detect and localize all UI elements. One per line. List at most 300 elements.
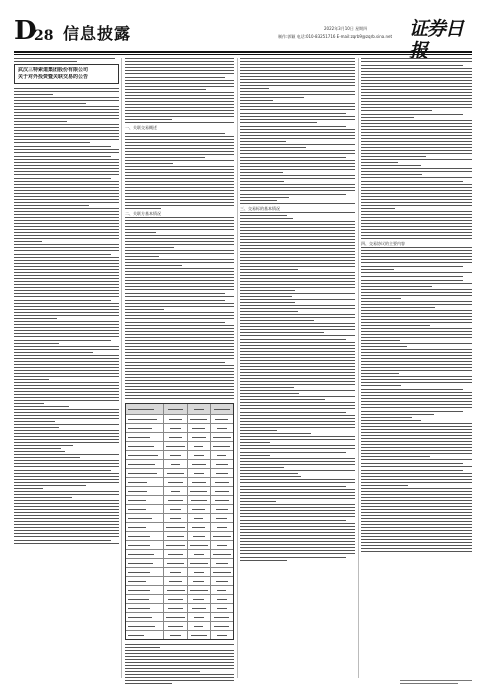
text-line: [240, 348, 355, 349]
text-line: [125, 83, 234, 84]
text-line: [361, 398, 472, 399]
table-cell: [188, 415, 211, 423]
text-line: [240, 482, 355, 483]
text-line: [14, 199, 119, 200]
text-line: [14, 235, 119, 236]
text-line: [14, 238, 119, 239]
text-line: [361, 165, 421, 166]
text-line: [240, 254, 355, 255]
text-line: [125, 190, 234, 191]
text-line: [361, 343, 472, 344]
text-line: [361, 479, 472, 480]
text-line: [240, 287, 355, 288]
text-line: [240, 399, 325, 400]
text-line: [240, 535, 355, 536]
text-line: [361, 92, 472, 93]
text-line: [14, 315, 119, 316]
text-line: [240, 175, 355, 176]
text-line: [361, 253, 472, 254]
table-cell: [164, 622, 187, 630]
text-line: [240, 415, 355, 416]
table-row: [126, 424, 233, 433]
text-line: [125, 193, 234, 194]
text-line: [361, 138, 472, 139]
text-line: [240, 113, 346, 114]
text-line: [240, 332, 324, 333]
text-line: [14, 352, 93, 353]
text-line: [14, 330, 119, 331]
text-line: [240, 436, 355, 437]
text-line: [361, 289, 472, 290]
text-line: [240, 129, 355, 130]
text-line: [14, 290, 119, 291]
text-line: [240, 430, 277, 431]
text-line: [361, 184, 472, 185]
text-line: [14, 382, 119, 383]
text-line: [14, 394, 119, 395]
text-line: [125, 677, 234, 678]
text-line: [125, 325, 234, 326]
text-line: [240, 197, 289, 198]
text-line: [240, 342, 355, 343]
table-cell: [164, 460, 187, 468]
text-line: [125, 256, 159, 257]
text-line: [361, 325, 430, 326]
text-line: [361, 500, 472, 501]
text-line: [361, 429, 472, 430]
text-line: [14, 403, 44, 404]
text-line: [125, 262, 234, 263]
table-cell: [211, 604, 233, 612]
text-line: [240, 135, 355, 136]
text-line: [361, 417, 412, 418]
text-line: [14, 460, 119, 461]
text-line: [240, 160, 355, 161]
text-line: [125, 73, 234, 74]
text-line: [240, 215, 287, 216]
text-line: [14, 473, 119, 474]
text-line: [361, 71, 472, 72]
table-cell: [126, 550, 164, 558]
text-line: [14, 229, 119, 230]
text-line: [240, 375, 355, 376]
text-line: [240, 245, 355, 246]
text-line: [361, 407, 472, 408]
text-line: [240, 79, 355, 80]
text-line: [125, 187, 234, 188]
text-line: [240, 230, 355, 231]
table-cell: [211, 404, 233, 414]
text-line: [240, 547, 355, 548]
text-line: [14, 287, 119, 288]
text-line: [240, 184, 355, 185]
text-line: [240, 448, 355, 449]
text-line: [361, 129, 472, 130]
text-line: [125, 238, 234, 239]
text-line: [361, 174, 422, 175]
text-line: [240, 495, 355, 496]
text-line: [240, 122, 317, 123]
table-cell: [126, 478, 164, 486]
text-line: [240, 458, 355, 459]
table-cell: [188, 442, 211, 450]
page-footer: [400, 680, 472, 686]
text-line: [240, 311, 298, 312]
text-line: [14, 284, 119, 285]
text-line: [240, 351, 355, 352]
text-line: [14, 232, 119, 233]
text-line: [125, 644, 234, 645]
text-line: [14, 127, 119, 128]
table-cell: [211, 415, 233, 423]
text-line: [240, 455, 270, 456]
text-line: [240, 203, 355, 204]
table-cell: [164, 541, 187, 549]
text-line: [240, 147, 306, 148]
text-line: [125, 223, 234, 224]
text-line: [125, 659, 234, 660]
text-line: [14, 109, 119, 110]
text-line: [361, 120, 472, 121]
text-line: [361, 181, 463, 182]
text-line: [125, 331, 234, 332]
text-line: [240, 363, 355, 364]
table-cell: [126, 622, 164, 630]
text-line: [240, 345, 355, 346]
text-line: [361, 466, 472, 467]
text-line: [240, 144, 355, 145]
text-line: [125, 352, 234, 353]
table-cell: [164, 523, 187, 531]
text-line: [361, 444, 472, 445]
text-line: [361, 80, 472, 81]
text-line: [240, 492, 355, 493]
text-line: [361, 346, 407, 347]
text-line: [125, 202, 234, 203]
text-line: [14, 133, 119, 134]
text-line: [240, 260, 355, 261]
text-line: [240, 281, 355, 282]
text-line: [361, 283, 472, 284]
text-line: [361, 123, 472, 124]
text-line: [125, 199, 234, 200]
text-line: [240, 293, 355, 294]
text-line: [361, 61, 472, 62]
text-line: [125, 289, 234, 290]
text-line: [361, 497, 472, 498]
text-line: [361, 250, 472, 251]
text-line: [14, 370, 119, 371]
text-line: [240, 387, 294, 388]
table-row: [126, 505, 233, 514]
table-cell: [164, 514, 187, 522]
text-line: [125, 151, 234, 152]
text-line: [240, 233, 355, 234]
text-line: [125, 322, 225, 323]
table-cell: [211, 550, 233, 558]
text-line: [125, 133, 225, 134]
text-line: [361, 414, 434, 415]
text-line: [125, 349, 234, 350]
table-cell: [211, 460, 233, 468]
table-cell: [164, 550, 187, 558]
table-cell: [164, 451, 187, 459]
text-line: [14, 100, 119, 101]
text-line: [125, 680, 234, 681]
table-cell: [211, 442, 233, 450]
text-line: [125, 148, 234, 149]
text-line: [240, 194, 346, 195]
text-line: [240, 132, 355, 133]
text-line: [361, 101, 472, 102]
text-line: [125, 293, 225, 294]
text-line: [14, 500, 119, 501]
text-line: [125, 271, 234, 272]
text-line: [240, 470, 355, 471]
table-cell: [164, 613, 187, 621]
text-line: [361, 220, 472, 221]
text-line: [240, 251, 355, 252]
text-line: [14, 171, 119, 172]
text-line: [14, 142, 90, 143]
table-cell: [188, 550, 211, 558]
text-line: [361, 423, 472, 424]
table-cell: [126, 532, 164, 540]
text-line: [361, 334, 472, 335]
text-line: [361, 447, 472, 448]
text-line: [361, 352, 472, 353]
text-line: [240, 445, 355, 446]
text-line: [240, 461, 355, 462]
table-cell: [188, 559, 211, 567]
text-line: [240, 73, 355, 74]
text-line: [361, 432, 472, 433]
text-line: [240, 70, 355, 71]
text-line: [240, 384, 355, 385]
table-cell: [164, 442, 187, 450]
text-line: [240, 76, 355, 77]
table-row: [126, 478, 233, 487]
text-line: [361, 382, 472, 383]
text-line: [240, 263, 355, 264]
text-line: [240, 284, 355, 285]
text-line: [361, 307, 435, 308]
text-line: [14, 88, 119, 89]
text-line: [14, 491, 119, 492]
text-line: [240, 169, 355, 170]
table-cell: [188, 568, 211, 576]
text-line: [361, 515, 472, 516]
text-line: [14, 373, 119, 374]
text-line: [14, 208, 119, 209]
table-cell: [164, 595, 187, 603]
text-line: [14, 196, 119, 197]
text-line: [240, 335, 355, 336]
text-line: [240, 442, 270, 443]
text-line: [361, 512, 472, 513]
text-line: [240, 369, 355, 370]
text-line: [240, 378, 355, 379]
text-line: [14, 115, 119, 116]
text-line: [125, 166, 234, 167]
text-line: [125, 265, 182, 266]
text-line: [14, 506, 119, 507]
text-line: [361, 438, 472, 439]
table-cell: [188, 469, 211, 477]
text-line: [125, 656, 234, 657]
text-line: [125, 104, 234, 105]
table-cell: [188, 586, 211, 594]
table-cell: [126, 433, 164, 441]
text-line: [361, 187, 472, 188]
text-line: [361, 548, 472, 549]
section-title: 信息披露: [63, 24, 132, 43]
table-cell: [126, 505, 164, 513]
text-line: [361, 530, 472, 531]
table-cell: [188, 496, 211, 504]
table-row: [126, 541, 233, 550]
text-line: [125, 337, 234, 338]
text-line: [361, 193, 472, 194]
text-line: [125, 389, 234, 390]
table-row: [126, 604, 233, 613]
text-line: [125, 101, 234, 102]
table-cell: [211, 586, 233, 594]
text-line: [14, 247, 119, 248]
text-line: [361, 190, 472, 191]
text-line: [14, 336, 119, 337]
text-line: [125, 377, 234, 378]
column-3-heading-a: 三、交易标的基本情况: [240, 206, 280, 211]
text-line: [14, 482, 119, 483]
text-line: [125, 346, 234, 347]
text-line: [125, 280, 234, 281]
text-line: [125, 196, 234, 197]
text-line: [361, 156, 426, 157]
text-line: [125, 250, 234, 251]
text-line: [240, 212, 355, 213]
table-cell: [126, 487, 164, 495]
text-line: [125, 95, 234, 96]
text-line: [14, 139, 119, 140]
text-line: [240, 557, 346, 558]
table-cell: [211, 541, 233, 549]
text-line: [240, 402, 355, 403]
table-cell: [164, 496, 187, 504]
text-line: [361, 208, 395, 209]
text-line: [361, 361, 472, 362]
text-line: [240, 190, 355, 191]
text-line: [125, 340, 234, 341]
text-line: [125, 268, 234, 269]
text-line: [14, 448, 61, 449]
text-line: [125, 358, 234, 359]
text-line: [14, 451, 65, 452]
text-line: [240, 239, 355, 240]
text-line: [14, 178, 111, 179]
text-line: [125, 113, 234, 114]
text-line: [361, 358, 472, 359]
text-line: [240, 433, 311, 434]
text-line: [125, 395, 234, 396]
text-line: [125, 208, 161, 209]
text-line: [361, 159, 472, 160]
text-line: [361, 319, 472, 320]
table-cell: [188, 404, 211, 414]
text-line: [240, 236, 355, 237]
text-line: [14, 327, 119, 328]
text-line: [361, 539, 472, 540]
text-line: [14, 181, 119, 182]
text-line: [14, 165, 119, 166]
text-line: [14, 149, 119, 150]
text-line: [14, 112, 119, 113]
text-line: [14, 241, 42, 242]
table-cell: [126, 415, 164, 423]
text-line: [361, 266, 463, 267]
text-line: [14, 412, 119, 413]
text-line: [125, 386, 234, 387]
text-line: [240, 61, 355, 62]
text-line: [14, 512, 119, 513]
table-cell: [211, 532, 233, 540]
text-line: [361, 337, 472, 338]
text-line: [14, 220, 119, 221]
text-line: [125, 205, 234, 206]
text-line: [361, 223, 472, 224]
table-cell: [126, 568, 164, 576]
table-row: [126, 460, 233, 469]
text-line: [361, 77, 472, 78]
table-row: [126, 550, 233, 559]
text-line: [361, 456, 430, 457]
text-line: [361, 426, 472, 427]
text-line: [125, 259, 234, 260]
text-line: [361, 494, 472, 495]
text-line: [14, 409, 119, 410]
table-cell: [188, 622, 211, 630]
text-line: [240, 329, 355, 330]
text-line: [361, 503, 472, 504]
text-line: [14, 376, 119, 377]
text-line: [125, 98, 234, 99]
text-line: [14, 340, 111, 341]
text-line: [361, 385, 401, 386]
text-line: [125, 157, 205, 158]
table-cell: [188, 433, 211, 441]
text-line: [361, 153, 472, 154]
text-line: [240, 452, 346, 453]
table-row: [126, 631, 233, 639]
text-line: [125, 142, 234, 143]
text-line: [361, 364, 472, 365]
table-cell: [164, 487, 187, 495]
text-line: [14, 296, 119, 297]
text-line: [125, 169, 234, 170]
text-line: [361, 276, 463, 277]
text-line: [14, 466, 119, 467]
text-line: [125, 241, 234, 242]
text-line: [14, 159, 119, 160]
text-line: [14, 152, 119, 153]
text-line: [240, 424, 355, 425]
text-line: [14, 205, 89, 206]
text-line: [125, 92, 234, 93]
text-line: [240, 467, 284, 468]
text-line: [240, 532, 355, 533]
text-line: [240, 106, 355, 107]
column-2-heading-a: 一、关联交易概述: [125, 125, 157, 130]
